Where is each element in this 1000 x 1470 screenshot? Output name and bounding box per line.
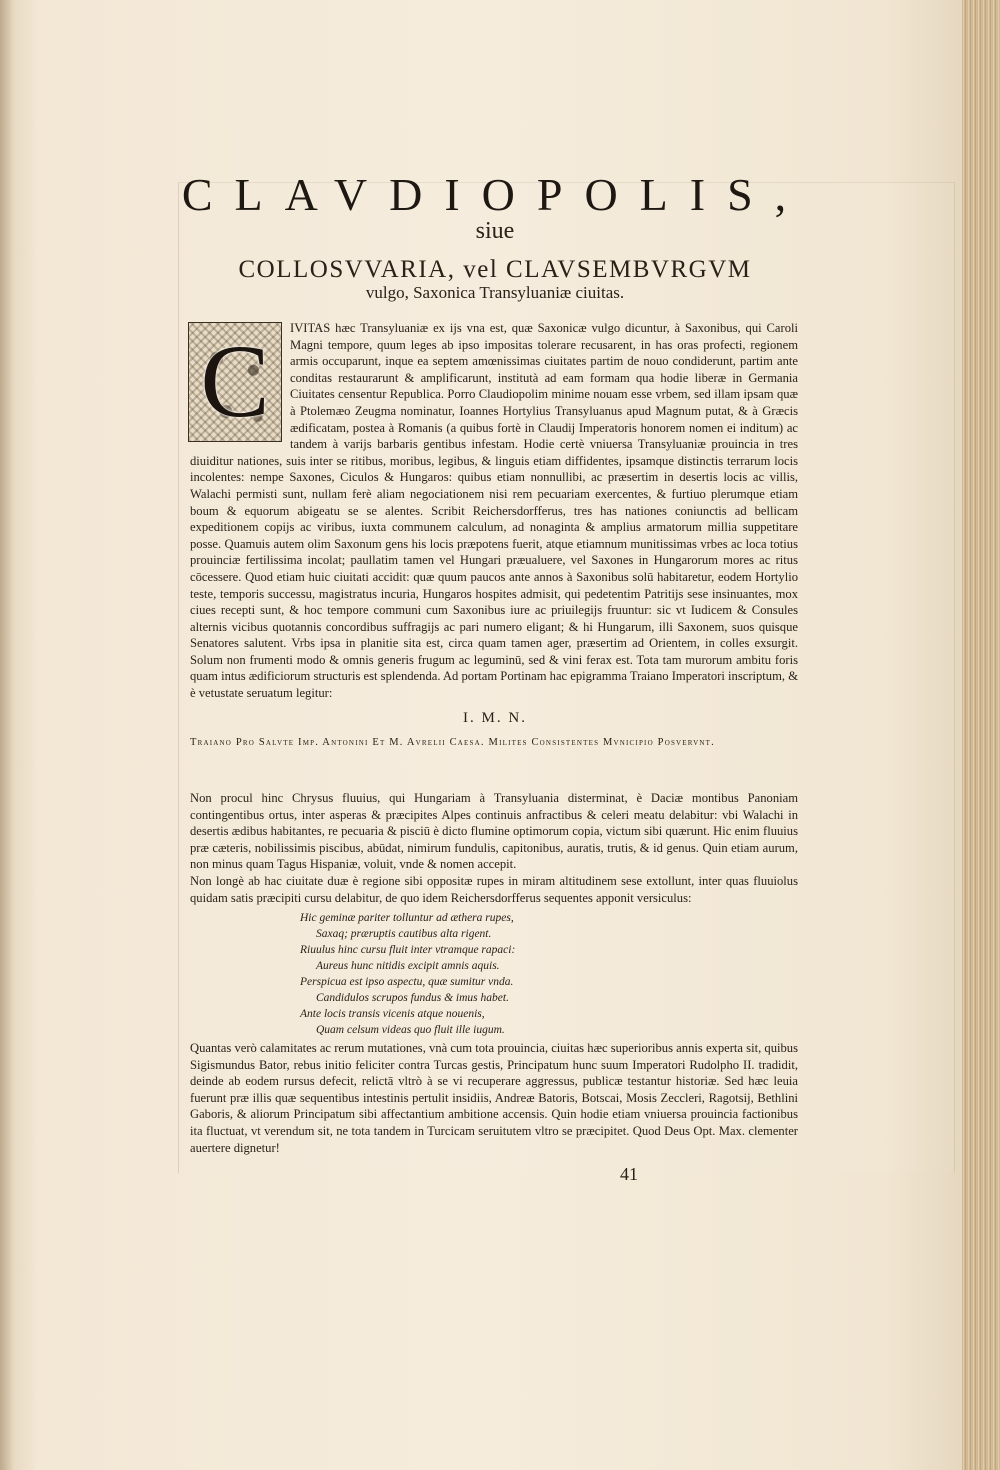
verse-line: Riuulus hinc cursu fluit inter vtramque rapaci: [300,944,516,956]
page-subtitle-line2: vulgo, Saxonica Transyluaniæ ciuitas. [365,283,625,302]
title-conjunction: siue [475,218,515,244]
body-paragraph-2a: Non procul hinc Chrysus fluuius, qui Hungariam à Transyluania disterminat, è Daciæ montibus Panoniam contingentibus ortus, inter asperas & præcipites Alpes continuis anfractibus & celeri meatu delabitur: vbi Walachi in desertis ædibus habitantes, re pecuaria & pisciū è dicto flumine optimorum copia, victum sibi quærunt. Hic enim fluuius præ cæteris, nobilissimis piscibus, abūdat, nimirum fundulis, capitonibus, auratis, trutis, & id genus. Quin etiam aurum, non minus quam Tagus Hispaniæ, voluit, vnde & nomen accepit. [190,791,798,872]
closing-text [190,1040,798,1156]
initial-spacer [190,320,286,442]
inscription-heading: I. M. N. [463,710,527,726]
inscription-text: Traiano Pro Salvte Imp. Antonini Et M. Avrelii Caesa. Milites Consistentes Mvnicipio Posvervnt. [190,737,715,748]
verse-block [300,910,720,1038]
initial-letter: C [200,324,270,439]
page-title: CLAVDIOPOLIS, [181,169,809,220]
main-text [190,320,798,702]
verse-line: Perspicua est ipso aspectu, quæ sumitur vnda. [300,976,514,988]
page-subtitle: COLLOSVVARIA, vel CLAVSEMBVRGVM [238,256,752,283]
verse-line: Quam celsum videas quo fluit ille iugum. [316,1024,505,1036]
verse-line: Candidulos scrupos fundus & imus habet. [316,992,509,1004]
verse-line: Saxaq; præruptis cautibus alta rigent. [316,928,492,940]
gutter-shadow [0,0,14,1470]
body-paragraph-3: Quantas verò calamitates ac rerum mutationes, vnà cum tota prouincia, ciuitas hæc superioribus annis experta sit, quibus Sigismundus Bator, rebus initio feliciter contra Turcas gestis, Principatum hunc suum Imperatori Rudolpho II. tradidit, deinde ab eodem rursus defecit, relictā vltrò à se vi recuperare aggressus, publicæ testantur historiæ. Sed hæc leuia fuerunt præ illis quæ sequentibus intestinis pertulit insidiis, Andreæ Batoris, Botscai, Mosis Zeccleri, Ragotsij, Bethlini Gaboris, & aliorum Principatum sibi affectantium ambitione accensis. Quin hodie etiam vniuersa prouincia factionibus ita fluctuat, vt verendum sit, ne tota tandem in Turcicam seruitutem vltro se præcipitet. Quod Deus Opt. Max. clementer auertere dignetur! [190,1041,798,1155]
verse-line: Ante locis transis vicenis atque nouenis, [300,1008,485,1020]
verse-line: Aureus hunc nitidis excipit amnis aquis. [316,960,500,972]
second-text [190,790,798,906]
body-paragraph: IVITAS hæc Transyluaniæ ex ijs vna est, quæ Saxonicæ vulgo dicuntur, à Saxonibus, qui Caroli Magni tempore, quum leges ab ipso impositas tolerare recusarent, in has oras profecti, regionem armis occuparunt, inque ea septem amœnissimas ciuitates partim de nouo condiderunt, partim ante conditas restaurarunt & amplificarunt, institutà ad eam formam qua hodie liberæ in Germania Ciuitates censentur Republica. Porro Claudiopolim minime nouam esse vrbem, sed illam ipsam quæ à Ptolemæo Zeugma nominatur, Ioannes Hortylius Transyluanus apud Magnum putat, & à Græcis ædificatam, postea à Romanis (a quibus fortè in Claudij Imperatoris honorem nomen ei inditum) ac tandem à varijs barbaris gentibus infestam. Hodie certè vniuersa Transyluaniæ prouincia in tres diuiditur nationes, suis inter se ritibus, moribus, legibus, & linguis etiam diffidentes, ipsamque distinctis terrarum locis incolentes: nempe Saxones, Ciculos & Hungaros: quibus etiam nonnullibi, ac præsertim in desertis locis ac villis, Walachi permisti sunt, nullam ferè aliam negociationem nisi rem pecuariam exercentes, & furtiuo plerumque etiam boum & equorum abigeatu se se alentes. Scribit Reichersdorfferus, tres has nationes coniunctis ad bellicam expeditionem copijs ac viribus, iuxta communem calculum, ad nonaginta & amplius armatorum millia suppetitare posse. Quamuis autem olim Saxonum gens his locis præpotens fuerit, atque etiamnum munitissimas vrbes ac loca totius prouinciæ fertilissima incolat; paullatim tamen vel Hungari præualuere, vel Saxones in Hungarorum mores ac ritus cōcessere. Quod etiam huic ciuitati accidit: quæ quum paucos ante annos à Saxonibus solū habitaretur, eodem Hortylio teste, temporis successu, magistratus incuria, Hungaros hospites admisit, qui pedetentim Patritijs sese insinuantes, mox ciues recepti sunt, & hoc tempore communi cum Saxonibus iure ac priuilegijs fruuntur: sic vt Iudicem & Consules alternis vicibus quotannis concordibus suffragijs ac pari numero eligant; & hi Hungarum, illi Saxonem, suos quisque Senatores salutent. Vrbs ipsa in planitie sita est, circa quam tamen ager, præsertim ad Orientem, in colles exsurgit. Solum non frumenti modo & omnis generis frugum ac leguminū, sed & vini ferax est. Tota tam murorum ambitu foris quam intus ædificiorum structuris est splendenda. Ad portam Portinam hac epigramma Traiano Imperatori inscriptum, & è vetustate seruatum legitur: [190,321,798,701]
page-edges [962,0,1000,1470]
verse-line: Hic geminæ pariter tolluntur ad æthera rupes, [300,912,514,924]
page-number: 41 [620,1164,638,1184]
body-paragraph-2b: Non longè ab hac ciuitate duæ è regione sibi oppositæ rupes in miram altitudinem sese extollunt, inter quas fluuiolus quidam satis præcipiti cursu delabitur, de quo idem Reichersdorfferus sequentes apponit versiculus: [190,873,798,905]
